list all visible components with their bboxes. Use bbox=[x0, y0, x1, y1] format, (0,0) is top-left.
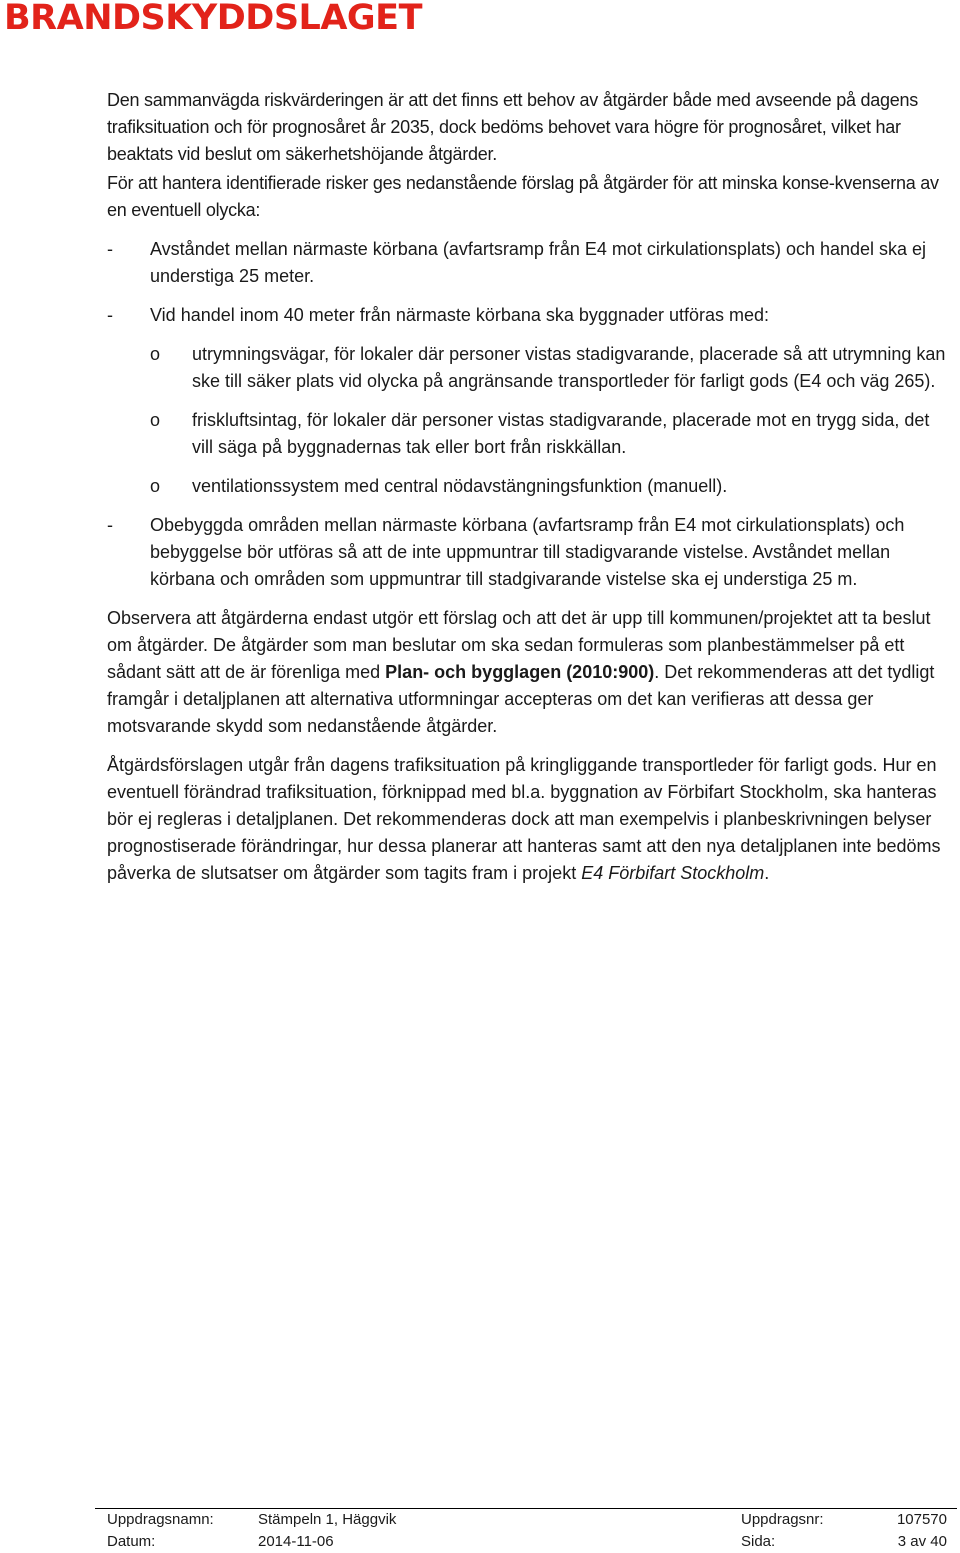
dash-marker: - bbox=[107, 239, 113, 259]
page-footer bbox=[95, 1508, 957, 1553]
date-value: 2014-11-06 bbox=[258, 1533, 334, 1550]
paragraph-text: Åtgärdsförslagen utgår från dagens trafiksituation på kringliggande transportleder för farligt gods. Hur en eventuell förändrad trafiksituation, förknippad med bl.a. byggnation av Förbifart Stockholm, ska hanteras bör ej regleras i detaljplanen. Det rekommenderas dock att man exempelvis i planbeskrivningen belyser prognostiserade förändringar, hur dessa planerar att hanteras samt att den nya detaljplanen inte bedöms påverka de slutsatser om åtgärder som tagits fram i projekt bbox=[107, 755, 941, 883]
footer-row bbox=[95, 1509, 957, 1531]
sub-list-item bbox=[107, 407, 953, 461]
sub-list-item-text: ventilationssystem med central nödavstängningsfunktion (manuell). bbox=[192, 476, 728, 496]
sub-list-item bbox=[107, 473, 953, 500]
dash-marker: - bbox=[107, 515, 113, 535]
paragraph-intro: För att hantera identifierade risker ges nedanstående förslag på åtgärder för att minska konse-kvenserna av en eventuell olycka: bbox=[107, 173, 939, 220]
assignment-name-label: Uppdragsnamn: bbox=[107, 1511, 214, 1528]
page-number-value: 3 av 40 bbox=[897, 1533, 947, 1550]
date-label: Datum: bbox=[107, 1533, 156, 1550]
sub-list-item bbox=[107, 341, 953, 395]
list-item-text: Obebyggda områden mellan närmaste körbana (avfartsramp från E4 mot cirkulationsplats) och bebyggelse bör utföras så att de inte uppmuntrar till stadigvarande vistelse. Avståndet mellan körbana och områden som uppmuntrar till stadgivarande vistelse ska ej understiga 25 m. bbox=[150, 515, 905, 589]
paragraph-text: Observera att åtgärderna endast utgör ett förslag och att det är upp till kommunen/projektet att ta beslut om åtgärder. De åtgärder som man beslutar om ska sedan formuleras som planbestämmelser på ett sådant sätt att de är förenliga med bbox=[107, 608, 931, 682]
assignment-number-label: Uppdragsnr: bbox=[741, 1511, 824, 1528]
circle-marker: o bbox=[150, 476, 161, 496]
paragraph-proposals bbox=[107, 752, 953, 887]
paragraph-summary: Den sammanvägda riskvärderingen är att det finns ett behov av åtgärder både med avseende på dagens trafiksituation och för prognosåret år 2035, dock bedöms behovet vara högre för prognosåret, vilket har beaktats vid beslut om säkerhetshöjande åtgärder. bbox=[107, 90, 919, 164]
assignment-name-value: Stämpeln 1, Häggvik bbox=[258, 1511, 397, 1528]
law-reference: Plan- och bygglagen (2010:900) bbox=[385, 662, 655, 682]
sub-list-item-text: utrymningsvägar, för lokaler där personer vistas stadigvarande, placerade så att utrymning kan ske till säker plats vid olycka på angränsande transportleder för farligt gods (E4 och väg 265). bbox=[192, 344, 946, 391]
project-reference: E4 Förbifart Stockholm bbox=[581, 863, 765, 883]
paragraph-observe bbox=[107, 605, 953, 740]
footer-row bbox=[95, 1531, 957, 1553]
paragraph-text: . Det rekommenderas att det tydligt framgår i detaljplanen att alternativa utformningar accepteras om det kan verifieras att dessa ger motsvarande skydd som nedanstående åtgärder. bbox=[107, 662, 935, 736]
page-label: Sida: bbox=[741, 1533, 776, 1550]
sub-list-item-text: friskluftsintag, för lokaler där personer vistas stadigvarande, placerade mot en trygg sida, det vill säga på byggnadernas tak eller bort från riskkällan. bbox=[192, 410, 930, 457]
paragraph-text: . bbox=[764, 863, 770, 883]
list-item bbox=[107, 512, 953, 593]
dash-marker: - bbox=[107, 305, 113, 325]
list-item-text: Avståndet mellan närmaste körbana (avfartsramp från E4 mot cirkulationsplats) och handel ska ej understiga 25 meter. bbox=[150, 239, 927, 286]
list-item bbox=[107, 302, 953, 329]
list-item bbox=[107, 236, 953, 290]
brand-logo: BRANDSKYDDSLAGET bbox=[4, 0, 422, 38]
document-body bbox=[107, 87, 953, 899]
assignment-number-value: 107570 bbox=[896, 1511, 947, 1528]
list-item-text: Vid handel inom 40 meter från närmaste körbana ska byggnader utföras med: bbox=[150, 305, 770, 325]
circle-marker: o bbox=[150, 344, 161, 364]
circle-marker: o bbox=[150, 410, 161, 430]
